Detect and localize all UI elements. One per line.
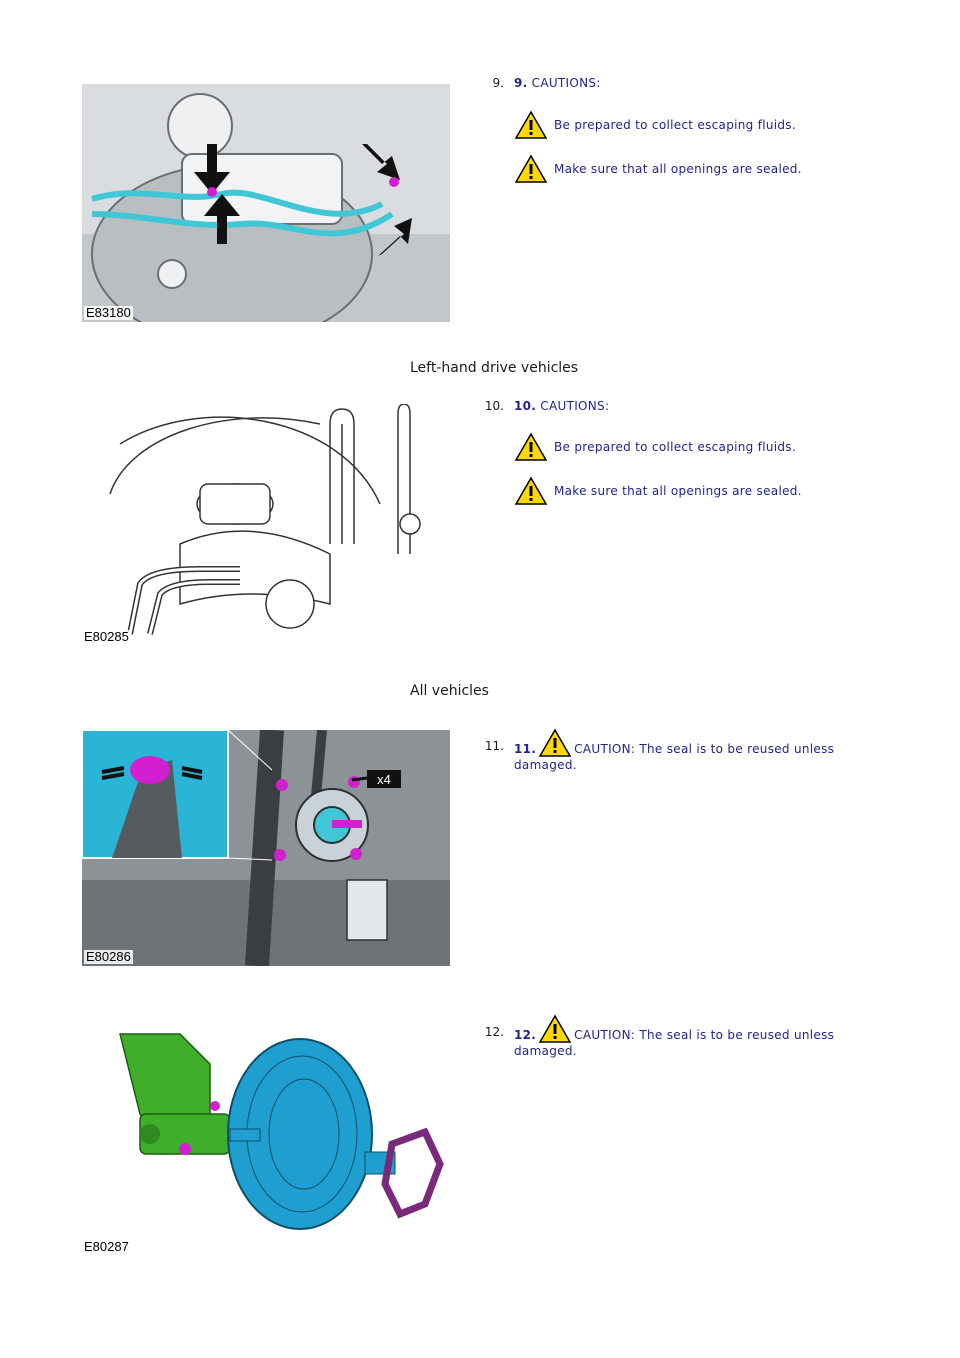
caution-text: CAUTION: The seal is to be reused unless: [574, 1028, 835, 1042]
caution-text-continued: damaged.: [514, 758, 577, 772]
step-bold-number: 11.: [514, 742, 537, 756]
step-title: [514, 76, 601, 91]
caution-line: [514, 154, 802, 184]
caution-text: Make sure that all openings are sealed.: [554, 484, 802, 498]
figure-code: E80286: [86, 949, 131, 964]
figure-code: E80285: [84, 629, 129, 644]
figure-e80285: [80, 404, 450, 646]
caution-text: Be prepared to collect escaping fluids.: [554, 118, 796, 132]
step-number: 12.: [484, 1025, 504, 1039]
callout-label: x4: [377, 772, 391, 787]
step-caution-heading: CAUTIONS:: [540, 399, 610, 413]
caution-text: CAUTION: The seal is to be reused unless: [574, 742, 835, 756]
figure-e80286: [82, 730, 450, 966]
step-title: [514, 728, 874, 773]
warning-triangle-icon: [538, 728, 572, 758]
brake-booster-illustration: [80, 1024, 450, 1256]
figure-code: E83180: [86, 305, 131, 320]
warning-triangle-icon: [514, 432, 548, 462]
step-title: [514, 399, 609, 414]
caution-text: Be prepared to collect escaping fluids.: [554, 440, 796, 454]
step-title: [514, 1014, 874, 1059]
warning-triangle-icon: [538, 1014, 572, 1044]
step-bold-number: 12.: [514, 1028, 537, 1042]
brake-lines-line-drawing: [80, 404, 450, 646]
pedal-box-illustration: [82, 730, 450, 966]
caution-line: [514, 432, 796, 462]
step-bold-number: 10.: [514, 399, 537, 413]
section-heading: All vehicles: [410, 683, 489, 699]
step-number: 11.: [484, 739, 504, 753]
step-number: 9.: [492, 76, 504, 90]
step-number: 10.: [484, 399, 504, 413]
step-caution-heading: CAUTIONS:: [531, 76, 601, 90]
figure-code: E80287: [84, 1239, 129, 1254]
caution-text: Make sure that all openings are sealed.: [554, 162, 802, 176]
caution-line: [514, 476, 802, 506]
warning-triangle-icon: [514, 110, 548, 140]
figure-e83180: [82, 84, 450, 322]
warning-triangle-icon: [514, 476, 548, 506]
caution-text-continued: damaged.: [514, 1044, 577, 1058]
step-bold-number: 9.: [514, 76, 528, 90]
figure-e80287: [80, 1024, 450, 1256]
section-heading: Left-hand drive vehicles: [410, 360, 579, 376]
warning-triangle-icon: [514, 154, 548, 184]
caution-line: [514, 110, 796, 140]
brake-reservoir-illustration: [82, 84, 450, 322]
